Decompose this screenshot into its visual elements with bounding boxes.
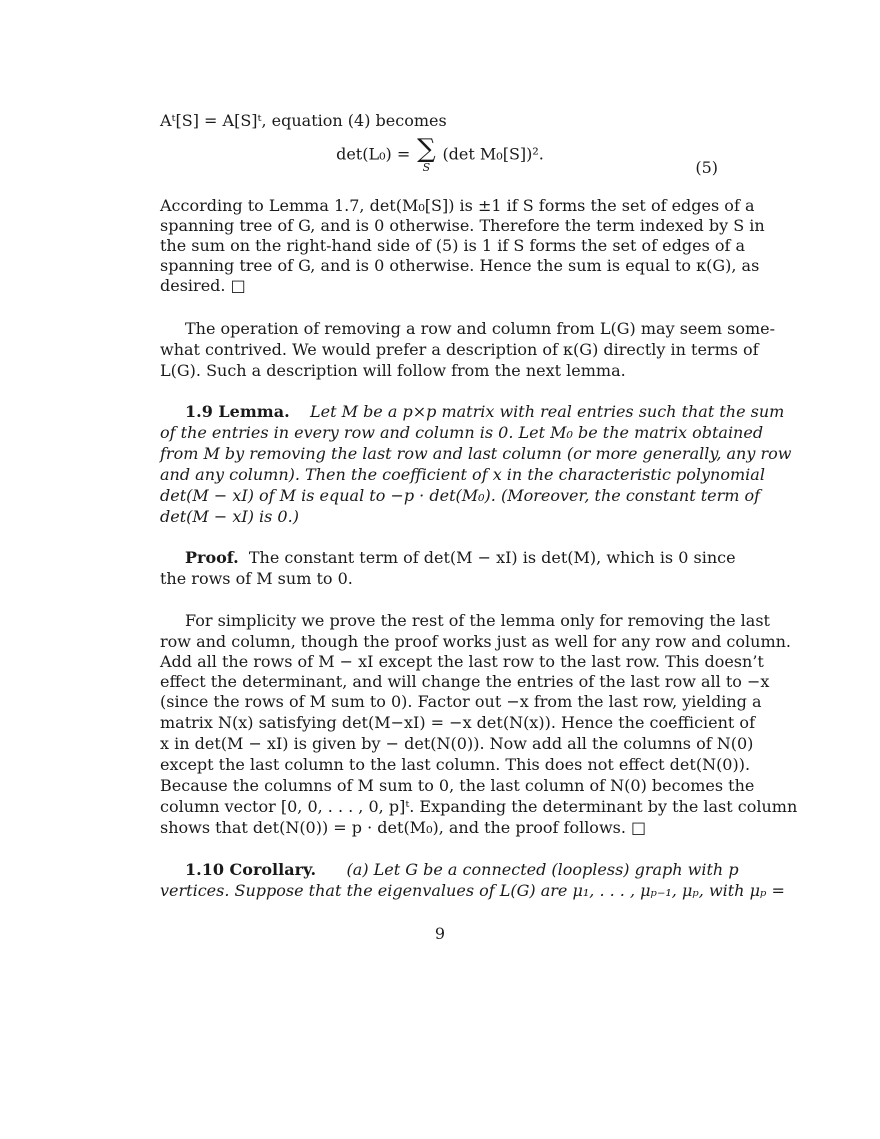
- corollary-heading: 1.10 Corollary.: [185, 860, 317, 879]
- equation-5: [160, 136, 720, 192]
- paragraph-line: matrix N(x) satisfying det(M−xI) = −x det(N(x)). Hence the coefficient of: [160, 713, 755, 732]
- paragraph-line: desired. □: [160, 276, 246, 295]
- equation-lhs: det(L₀) =: [336, 144, 411, 164]
- equation-number: (5): [695, 158, 718, 177]
- intro-line: Aᵗ[S] = A[S]ᵗ, equation (4) becomes: [160, 111, 447, 130]
- lemma-statement-start: Let M be a p×p matrix with real entries such that the sum: [309, 402, 785, 421]
- sigma-glyph: ∑: [417, 134, 436, 164]
- paragraph-line: shows that det(N(0)) = p · det(M₀), and the proof follows. □: [160, 818, 647, 837]
- paragraph-line: For simplicity we prove the rest of the lemma only for removing the last: [185, 611, 770, 630]
- proof-line: the rows of M sum to 0.: [160, 569, 353, 588]
- paragraph-line: (since the rows of M sum to 0). Factor out −x from the last row, yielding a: [160, 692, 762, 711]
- paragraph-line: row and column, though the proof works just as well for any row and column.: [160, 632, 792, 651]
- equation-body: [160, 136, 720, 174]
- corollary-first-line: [185, 860, 739, 880]
- lemma-line: and any column). Then the coefficient of x in the characteristic polynomial: [160, 465, 765, 484]
- paragraph-line: L(G). Such a description will follow from the next lemma.: [160, 361, 626, 380]
- paragraph-line: Add all the rows of M − xI except the last row to the last row. This doesn’t: [160, 652, 764, 671]
- proof-heading: Proof.: [185, 548, 239, 567]
- equation-rhs: (det M₀[S])².: [442, 144, 544, 164]
- proof-first-line: [185, 548, 736, 568]
- paragraph-line: spanning tree of G, and is 0 otherwise. Hence the sum is equal to κ(G), as: [160, 256, 760, 275]
- page-number: 9: [434, 924, 446, 943]
- lemma-first-line: [185, 402, 785, 422]
- summation-symbol: [415, 136, 437, 174]
- lemma-line: from M by removing the last row and last column (or more generally, any row: [160, 444, 792, 463]
- paragraph-line: According to Lemma 1.7, det(M₀[S]) is ±1 if S forms the set of edges of a: [160, 196, 755, 215]
- paragraph-line: x in det(M − xI) is given by − det(N(0)). Now add all the columns of N(0): [160, 734, 754, 753]
- paragraph-line: effect the determinant, and will change the entries of the last row all to −x: [160, 672, 770, 691]
- paragraph-line: column vector [0, 0, . . . , 0, p]ᵗ. Expanding the determinant by the last column: [160, 797, 798, 816]
- paragraph-line: the sum on the right-hand side of (5) is 1 if S forms the set of edges of a: [160, 236, 746, 255]
- lemma-line: of the entries in every row and column is 0. Let M₀ be the matrix obtained: [160, 423, 764, 442]
- paragraph-line: Because the columns of M sum to 0, the last column of N(0) becomes the: [160, 776, 755, 795]
- corollary-statement-start: (a) Let G be a connected (loopless) graph with p: [346, 860, 739, 879]
- summation-index: S: [422, 161, 431, 174]
- paragraph-line: spanning tree of G, and is 0 otherwise. Therefore the term indexed by S in: [160, 216, 765, 235]
- paragraph-line: what contrived. We would prefer a description of κ(G) directly in terms of: [160, 340, 759, 359]
- paragraph-line: The operation of removing a row and column from L(G) may seem some-: [185, 319, 775, 338]
- lemma-line: det(M − xI) of M is equal to −p · det(M₀). (Moreover, the constant term of: [160, 486, 761, 505]
- lemma-line: det(M − xI) is 0.): [160, 507, 299, 526]
- proof-text-start: The constant term of det(M − xI) is det(M), which is 0 since: [248, 548, 736, 567]
- lemma-heading: 1.9 Lemma.: [185, 402, 290, 421]
- paragraph-line: except the last column to the last column. This does not effect det(N(0)).: [160, 755, 751, 774]
- corollary-line: vertices. Suppose that the eigenvalues of L(G) are μ₁, . . . , μₚ₋₁, μₚ, with μₚ =: [160, 881, 785, 900]
